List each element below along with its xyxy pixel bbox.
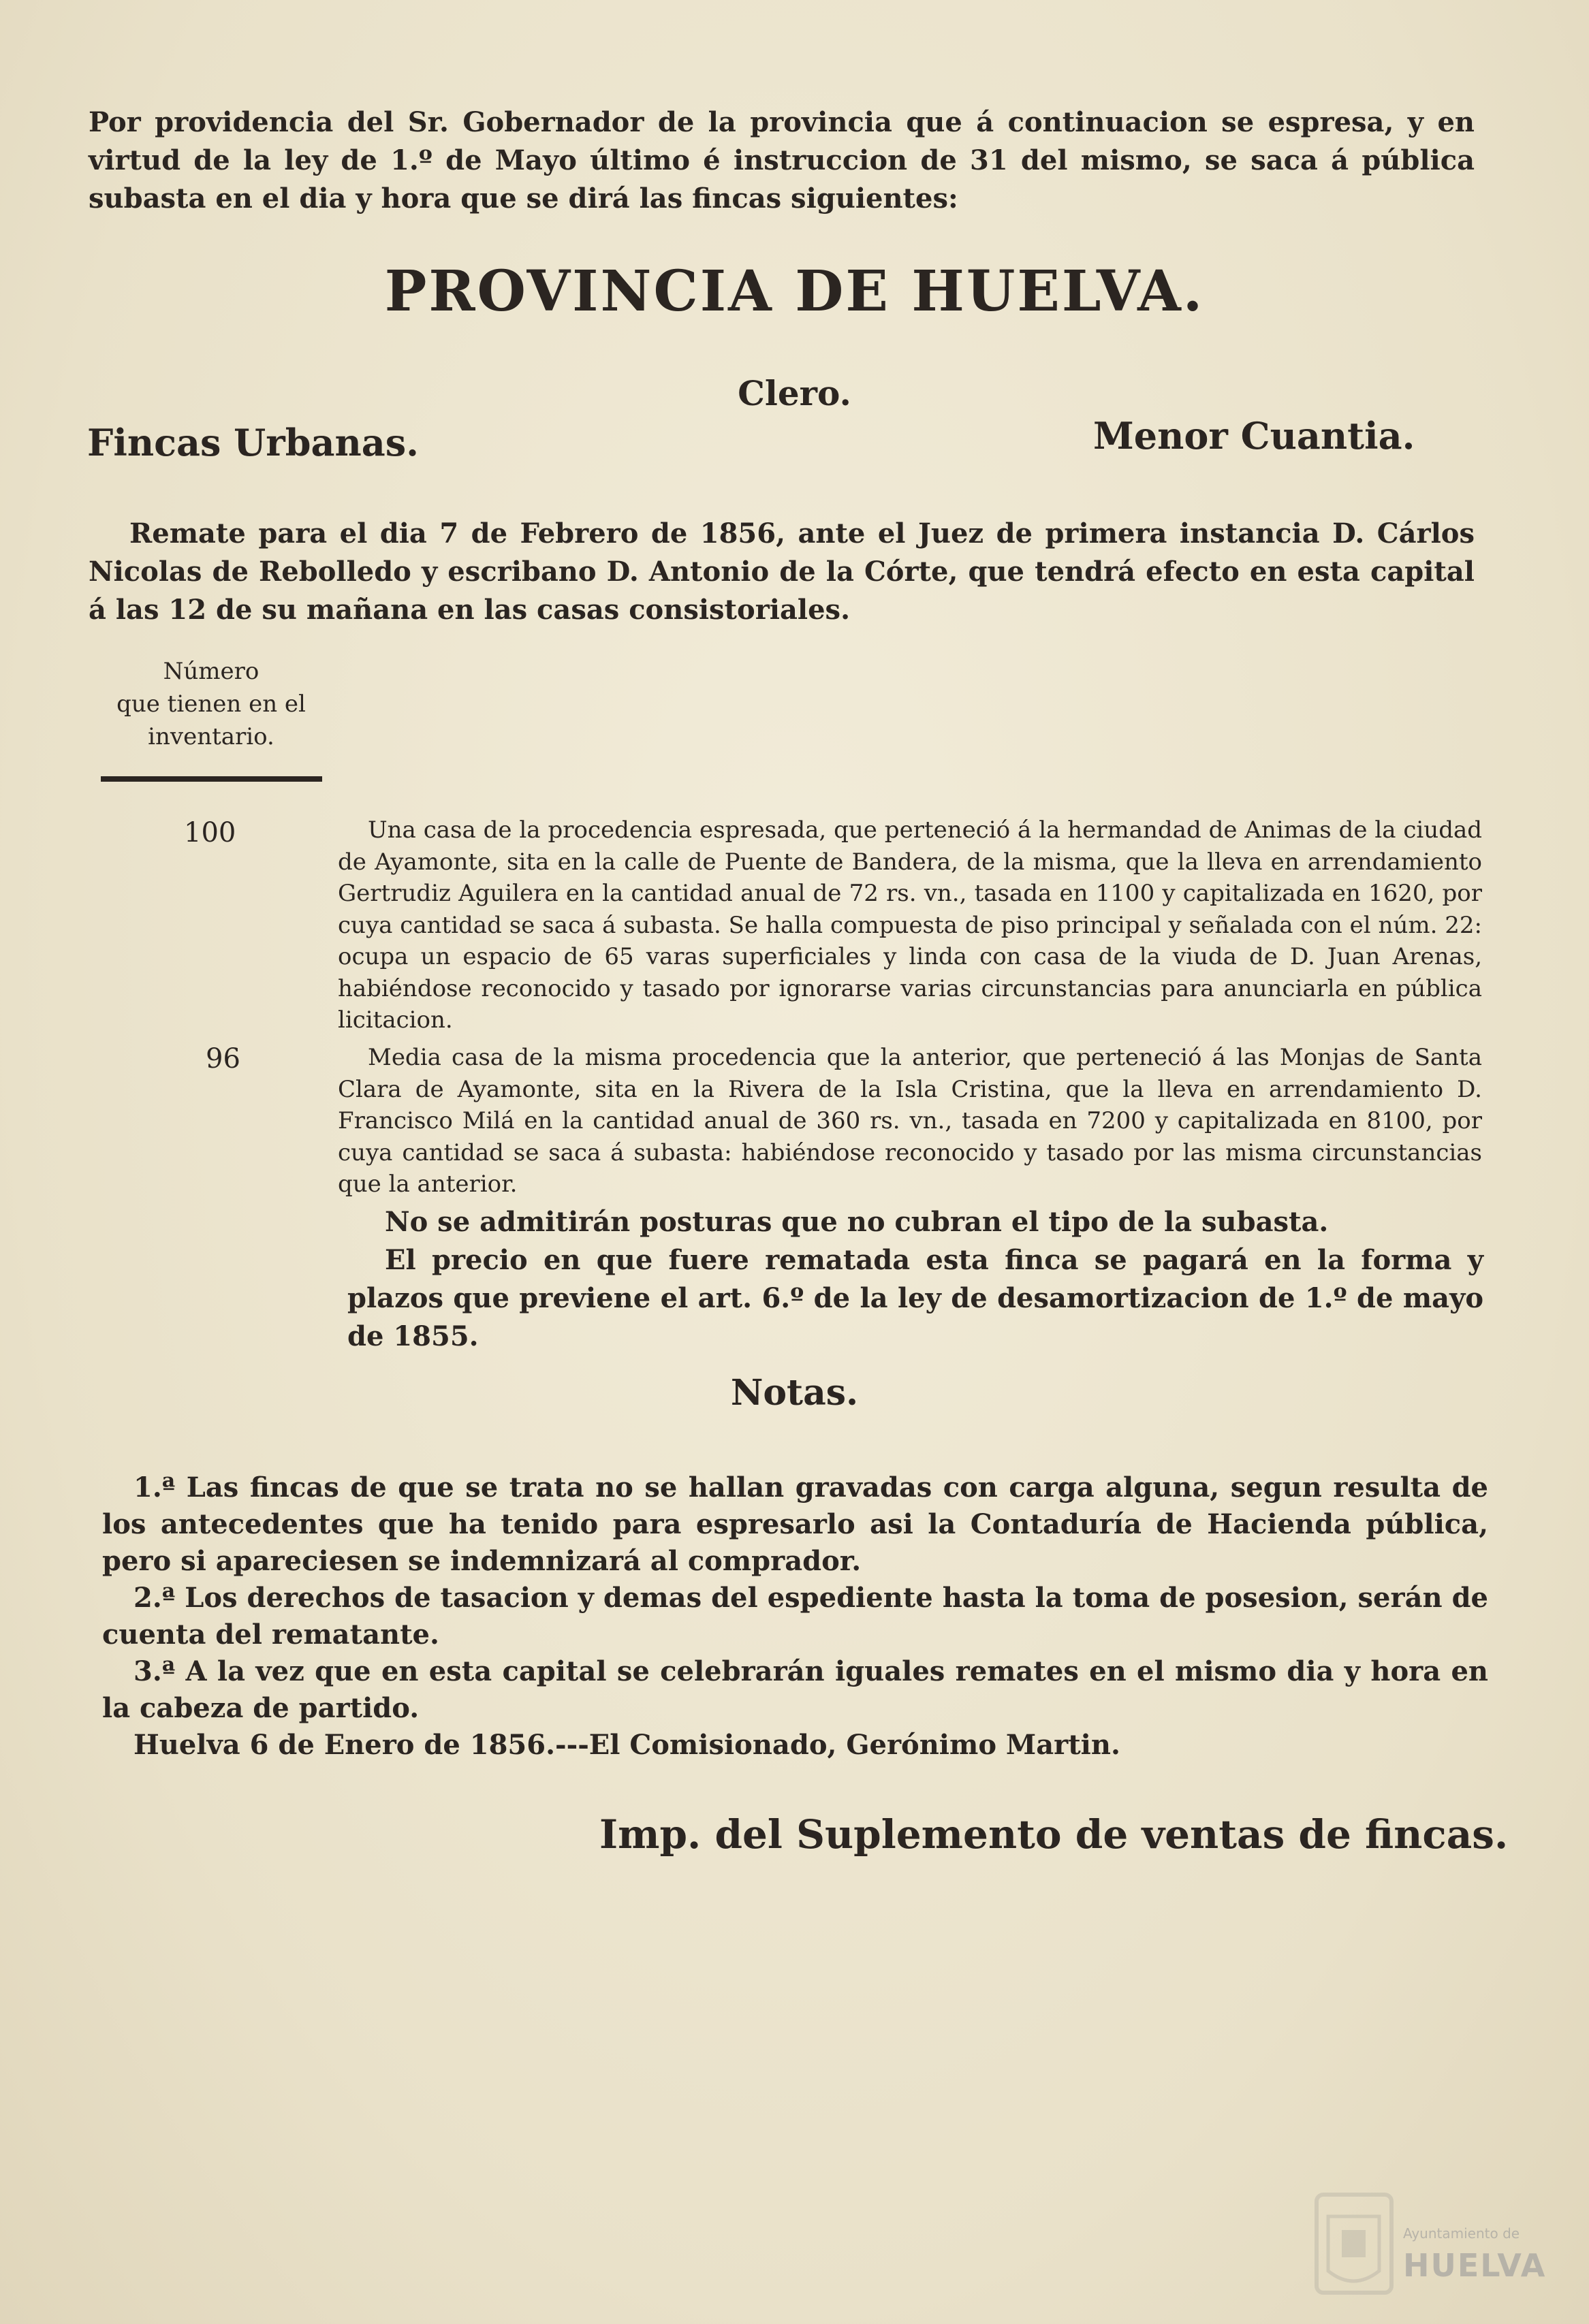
watermark-large: HUELVA xyxy=(1403,2247,1547,2284)
inventory-number: 100 xyxy=(184,817,236,848)
inventory-header-line: inventario. xyxy=(148,723,274,750)
entry-text: Media casa de la misma procedencia que la anterior, que perteneció á las Monjas de Santa Clara de Ayamonte, sita en la Rivera de la Isla Cristina, que la lleva en arrendamiento D. Francisco Milá en la cantidad anual de 360 rs. vn., tasada en 7200 y capitalizada en 8100, por cuya cantidad se saca á subasta: habiéndose reconocido y tasado por las misma circunstancias que la anterior. xyxy=(338,1044,1482,1198)
condition-text: El precio en que fuere rematada esta finca se pagará en la forma y plazos que previene el art. 6.º de la ley de desamortizacion de 1.º de mayo de 1855. xyxy=(347,1244,1483,1352)
entry-text: Una casa de la procedencia espresada, que perteneció á la hermandad de Animas de la ciudad de Ayamonte, sita en la calle de Puente de Bandera, de la misma, que la lleva en arrendamiento Gertrudiz Aguilera en la cantidad anual de 72 rs. vn., tasada en 1100 y capitalizada en 1620, por cuya cantidad se saca á subasta. Se halla compuesta de piso principal y señalada con el núm. 22: ocupa un espacio de 65 varas superficiales y linda con casa de la viuda de D. Juan Arenas, habiéndose reconocido y tasado por ignorarse varias circunstancias para anunciarla en pública licitacion. xyxy=(338,816,1482,1034)
section-menor-cuantia: Menor Cuantia. xyxy=(1093,414,1415,458)
note-item: 1.ª Las fincas de que se trata no se hallan gravadas con carga alguna, segun resulta de los antecedentes que ha tenido para espresarlo asi la Contaduría de Hacienda pública, pero si apareciesen se indemnizará al comprador. xyxy=(102,1471,1488,1577)
inventory-header-line: que tienen en el xyxy=(116,690,306,718)
entry-item xyxy=(338,814,1482,1036)
section-fincas-urbanas: Fincas Urbanas. xyxy=(87,421,419,464)
note-item: 2.ª Los derechos de tasacion y demas del espediente hasta la toma de posesion, serán de cuenta del rematante. xyxy=(102,1582,1488,1651)
inventory-number: 96 xyxy=(206,1043,240,1075)
document-title: PROVINCIA DE HUELVA. xyxy=(384,259,1205,324)
inventory-header-line: Número xyxy=(163,658,259,685)
notes-block xyxy=(102,1469,1488,1764)
watermark-small: Ayuntamiento de xyxy=(1403,2225,1520,2242)
note-item: 3.ª A la vez que en esta capital se celebrarán iguales remates en el mismo dia y hora en la cabeza de partido. xyxy=(102,1655,1488,1724)
signature-line: Huelva 6 de Enero de 1856.---El Comisionado, Gerónimo Martin. xyxy=(133,1729,1120,1761)
conditions-block xyxy=(347,1203,1483,1356)
inventory-number-header xyxy=(89,655,334,753)
intro-paragraph: Por providencia del Sr. Gobernador de la provincia que á continuacion se espresa, y en virtud de la ley de 1.º de Mayo último é instruccion de 31 del mismo, se saca á pública subasta en el dia y hora que se dirá las fincas siguientes: xyxy=(89,106,1475,214)
remate-paragraph: Remate para el dia 7 de Febrero de 1856, ante el Juez de primera instancia D. Cárlos Nicolas de Rebolledo y escribano D. Antonio de la Córte, que tendrá efecto en esta capital á las 12 de su mañana en las casas consistoriales. xyxy=(89,518,1475,626)
imprint: Imp. del Suplemento de ventas de fincas. xyxy=(599,1811,1509,1858)
header-rule xyxy=(101,776,322,782)
condition-text: No se admitirán posturas que no cubran el tipo de la subasta. xyxy=(385,1206,1329,1238)
section-clero: Clero. xyxy=(738,373,851,413)
notes-title: Notas. xyxy=(730,1372,859,1414)
entry-item xyxy=(338,1042,1482,1200)
